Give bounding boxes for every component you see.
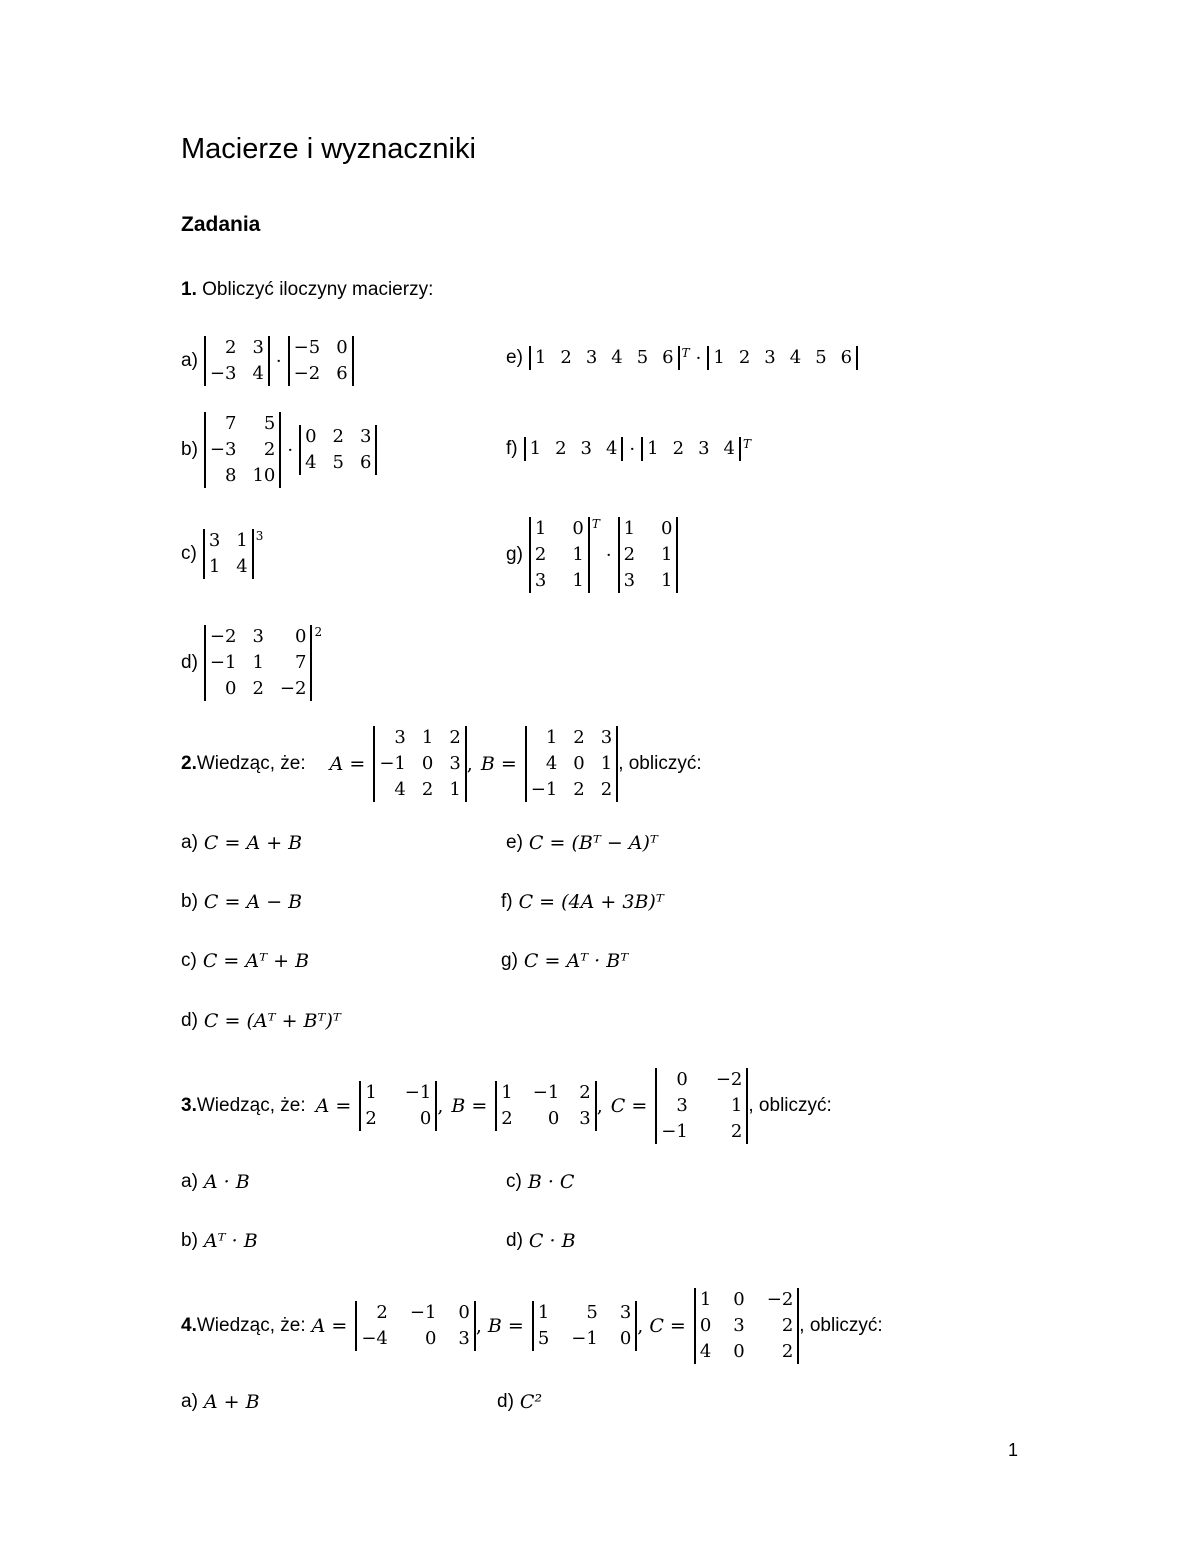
- problem-3-heading: [181, 1068, 832, 1144]
- matrix-cell: 0: [419, 1108, 432, 1129]
- vector-cell: 6: [840, 347, 853, 368]
- matrix-cell: 2: [501, 1108, 513, 1129]
- problem-text: Wiedząc, że:: [196, 753, 306, 774]
- item-label: d): [497, 1391, 514, 1412]
- matrix-cell: 2: [263, 439, 276, 460]
- matrix-cell: 0: [572, 518, 584, 539]
- matrix-cell: −1: [209, 652, 237, 673]
- row-vector: [529, 346, 680, 370]
- matrix-cell: 3: [394, 727, 406, 748]
- matrix-cell: 3: [579, 1108, 591, 1129]
- problem-1a: [181, 336, 354, 386]
- matrix-cell: 5: [332, 452, 344, 473]
- vector-cell: 2: [560, 347, 572, 368]
- matrix-cell: 2: [623, 544, 636, 565]
- item-label: a): [181, 1391, 198, 1412]
- matrix-cell: 8: [225, 465, 237, 486]
- matrix-cell: 0: [573, 753, 585, 774]
- matrix-cell: 1: [600, 753, 613, 774]
- matrix: [359, 1081, 437, 1131]
- matrix-cell: 0: [305, 426, 317, 447]
- problem-1d: [181, 625, 322, 701]
- problem-2a: [181, 832, 302, 854]
- matrix-cell: 2: [376, 1302, 388, 1323]
- matrix-cell: −1: [409, 1302, 437, 1323]
- matrix-cell: −2: [293, 363, 321, 384]
- matrix-cell: 0: [547, 1108, 560, 1129]
- problem-1c: [181, 529, 263, 579]
- problem-1f: [506, 437, 751, 461]
- vector-cell: 1: [713, 347, 725, 368]
- vector-cell: 4: [789, 347, 802, 368]
- matrix-cell: 2: [534, 544, 547, 565]
- matrix-cell: 2: [365, 1108, 377, 1129]
- matrix: [288, 336, 354, 386]
- matrix: [204, 412, 281, 488]
- problem-3b: [181, 1230, 258, 1252]
- matrix-cell: 2: [449, 727, 461, 748]
- matrix: [204, 625, 313, 701]
- row-vector: [641, 437, 741, 461]
- multiply-symbol: ·: [275, 350, 282, 372]
- expression: A · B: [203, 1171, 250, 1193]
- exponent: 2: [314, 625, 323, 639]
- matrix-cell: 3: [458, 1328, 470, 1349]
- matrix-name: A =: [329, 753, 366, 775]
- matrix-cell: 0: [421, 753, 434, 774]
- transpose-mark: T: [742, 437, 751, 451]
- matrix-cell: −4: [361, 1328, 388, 1349]
- expression: C = (4A + 3B)ᵀ: [518, 891, 664, 913]
- vector-cell: 6: [662, 347, 674, 368]
- matrix-cell: 0: [661, 518, 673, 539]
- matrix-cell: −5: [293, 337, 321, 358]
- matrix-cell: 2: [332, 426, 344, 447]
- item-label: f): [506, 438, 518, 459]
- problem-text: Wiedząc, że:: [196, 1315, 306, 1336]
- item-label: b): [181, 1230, 198, 1251]
- transpose-mark: T: [591, 517, 600, 531]
- matrix-cell: 2: [573, 727, 585, 748]
- matrix-cell: −2: [279, 678, 307, 699]
- matrix-cell: 0: [336, 337, 348, 358]
- vector-cell: 1: [647, 438, 659, 459]
- matrix-cell: −1: [571, 1328, 598, 1349]
- vector-cell: 3: [585, 347, 598, 368]
- matrix-cell: −2: [766, 1289, 794, 1310]
- problem-2e: [506, 832, 658, 854]
- matrix-name: C =: [610, 1095, 648, 1117]
- matrix: [373, 726, 466, 802]
- matrix-cell: 0: [733, 1289, 745, 1310]
- expression: C²: [519, 1391, 543, 1413]
- vector-cell: 1: [534, 347, 547, 368]
- vector-cell: 1: [529, 438, 542, 459]
- matrix: [525, 726, 618, 802]
- expression: C = (Bᵀ − A)ᵀ: [528, 832, 658, 854]
- matrix-cell: 4: [252, 363, 264, 384]
- page-number: 1: [1008, 1440, 1019, 1460]
- matrix-cell: 4: [394, 779, 406, 800]
- item-label: c): [181, 950, 197, 971]
- matrix-cell: 1: [449, 779, 461, 800]
- matrix: [299, 425, 377, 475]
- problem-number: 1.: [181, 279, 197, 300]
- matrix-cell: 2: [781, 1315, 794, 1336]
- instruction-text: , obliczyć:: [799, 1315, 883, 1336]
- item-label: a): [181, 1171, 198, 1192]
- problem-2b: [181, 891, 302, 913]
- matrix: [655, 1068, 748, 1144]
- vector-cell: 5: [636, 347, 649, 368]
- matrix-cell: 4: [699, 1341, 712, 1362]
- vector-cell: 2: [555, 438, 567, 459]
- matrix-cell: 2: [225, 337, 237, 358]
- matrix-cell: 0: [699, 1315, 712, 1336]
- item-label: d): [506, 1230, 523, 1251]
- vector-cell: 2: [738, 347, 751, 368]
- matrix-cell: 2: [573, 779, 585, 800]
- matrix-cell: 3: [733, 1315, 745, 1336]
- instruction-text: , obliczyć:: [748, 1095, 832, 1116]
- problem-4a: [181, 1391, 260, 1413]
- matrix-name: A =: [311, 1315, 348, 1337]
- matrix-cell: 1: [537, 1302, 550, 1323]
- vector-cell: 5: [815, 347, 827, 368]
- matrix-cell: 1: [501, 1082, 513, 1103]
- matrix-cell: 1: [252, 652, 264, 673]
- expression: C = (Aᵀ + Bᵀ)ᵀ: [203, 1010, 341, 1032]
- problem-3c: [506, 1171, 574, 1193]
- matrix-cell: 1: [661, 544, 673, 565]
- item-label: g): [506, 544, 523, 565]
- matrix-cell: 10: [252, 465, 276, 486]
- vector-cell: 4: [723, 438, 735, 459]
- matrix: [532, 1301, 637, 1351]
- matrix-cell: 3: [449, 753, 461, 774]
- item-label: c): [506, 1171, 522, 1192]
- matrix-cell: 2: [781, 1341, 794, 1362]
- vector-cell: 2: [672, 438, 685, 459]
- matrix-cell: 3: [208, 530, 221, 551]
- matrix-cell: 4: [545, 753, 558, 774]
- matrix-cell: 0: [424, 1328, 437, 1349]
- matrix-cell: 4: [236, 556, 248, 577]
- matrix-cell: 1: [572, 544, 584, 565]
- matrix-cell: 1: [421, 727, 434, 748]
- problem-number: 2.: [181, 753, 197, 774]
- problem-4-heading: [181, 1288, 883, 1364]
- item-label: c): [181, 543, 197, 564]
- matrix-cell: 1: [545, 727, 558, 748]
- expression: Aᵀ · B: [203, 1230, 258, 1252]
- item-label: g): [501, 950, 518, 971]
- item-label: b): [181, 439, 198, 460]
- matrix: [495, 1081, 596, 1131]
- problem-1g: [506, 517, 678, 593]
- matrix-cell: 1: [661, 570, 673, 591]
- matrix-cell: −2: [715, 1069, 743, 1090]
- matrix-cell: 2: [252, 678, 264, 699]
- matrix-cell: 1: [572, 570, 584, 591]
- problem-1e: [506, 346, 858, 370]
- matrix: [618, 517, 679, 593]
- matrix-cell: 3: [534, 570, 547, 591]
- matrix-name: B =: [451, 1095, 488, 1117]
- matrix-cell: 0: [225, 678, 237, 699]
- matrix-cell: 7: [225, 413, 237, 434]
- matrix-cell: 3: [600, 727, 613, 748]
- row-vector: [707, 346, 858, 370]
- problem-3d: [506, 1230, 576, 1252]
- matrix-cell: 5: [537, 1328, 550, 1349]
- matrix: [694, 1288, 799, 1364]
- expression: C = Aᵀ · Bᵀ: [523, 950, 629, 972]
- separator: ,: [596, 1095, 603, 1117]
- matrix-cell: −1: [530, 779, 558, 800]
- item-label: d): [181, 1010, 198, 1031]
- expression: C = A + B: [203, 832, 303, 854]
- matrix-cell: −3: [209, 439, 237, 460]
- matrix-cell: 1: [623, 518, 636, 539]
- problem-3a: [181, 1171, 250, 1193]
- problem-text: Wiedząc, że:: [196, 1095, 306, 1116]
- problem-2d: [181, 1010, 341, 1032]
- separator: ,: [466, 753, 473, 775]
- expression: A + B: [203, 1391, 260, 1413]
- matrix-cell: 1: [730, 1095, 743, 1116]
- matrix-cell: 6: [360, 452, 372, 473]
- matrix-name: B =: [487, 1315, 524, 1337]
- document-title: Macierze i wyznaczniki: [181, 133, 476, 165]
- item-label: e): [506, 347, 523, 368]
- matrix-cell: 2: [579, 1082, 591, 1103]
- problem-4d: [497, 1391, 542, 1413]
- item-label: a): [181, 350, 198, 371]
- multiply-symbol: ·: [695, 347, 702, 369]
- matrix-cell: 5: [586, 1302, 598, 1323]
- row-vector: [524, 437, 624, 461]
- vector-cell: 3: [764, 347, 776, 368]
- matrix-cell: 6: [336, 363, 348, 384]
- matrix-cell: 7: [295, 652, 307, 673]
- problem-number: 3.: [181, 1095, 197, 1116]
- matrix-cell: −1: [532, 1082, 560, 1103]
- matrix-cell: −3: [209, 363, 237, 384]
- matrix-cell: 3: [252, 337, 264, 358]
- separator: ,: [475, 1315, 482, 1337]
- matrix-cell: 1: [699, 1289, 712, 1310]
- matrix-cell: 3: [619, 1302, 632, 1323]
- matrix-cell: −2: [209, 626, 237, 647]
- problem-2c: [181, 950, 309, 972]
- vector-cell: 4: [611, 347, 623, 368]
- matrix-cell: 2: [421, 779, 434, 800]
- instruction-text: , obliczyć:: [618, 753, 702, 774]
- expression: C = Aᵀ + B: [202, 950, 310, 972]
- matrix-cell: 1: [534, 518, 547, 539]
- matrix-cell: 2: [730, 1121, 743, 1142]
- matrix-name: C =: [649, 1315, 686, 1337]
- problem-text: Obliczyć iloczyny macierzy:: [196, 279, 434, 300]
- item-label: e): [506, 832, 523, 853]
- item-label: d): [181, 652, 198, 673]
- matrix-cell: 3: [623, 570, 636, 591]
- separator: ,: [637, 1315, 644, 1337]
- multiply-symbol: ·: [287, 439, 294, 461]
- matrix-cell: 0: [619, 1328, 632, 1349]
- separator: ,: [437, 1095, 444, 1117]
- problem-number: 4.: [181, 1315, 197, 1336]
- problem-1b: [181, 412, 377, 488]
- vector-cell: 3: [580, 438, 592, 459]
- matrix-cell: 0: [676, 1069, 688, 1090]
- matrix-name: B =: [480, 753, 517, 775]
- problem-2-heading: [181, 726, 702, 802]
- vector-cell: 3: [698, 438, 710, 459]
- matrix-name: A =: [315, 1095, 352, 1117]
- matrix-cell: 0: [458, 1302, 470, 1323]
- exponent: 3: [255, 529, 264, 543]
- matrix: [355, 1301, 476, 1351]
- matrix-cell: 1: [208, 556, 221, 577]
- matrix-cell: −1: [661, 1121, 688, 1142]
- matrix: [529, 517, 590, 593]
- matrix-cell: 5: [263, 413, 276, 434]
- problem-2g: [501, 950, 628, 972]
- multiply-symbol: ·: [629, 438, 636, 460]
- expression: C · B: [528, 1230, 576, 1252]
- item-label: f): [501, 891, 513, 912]
- matrix-cell: −1: [404, 1082, 432, 1103]
- expression: B · C: [527, 1171, 575, 1193]
- matrix-cell: −1: [379, 753, 406, 774]
- matrix-cell: 3: [676, 1095, 688, 1116]
- item-label: b): [181, 891, 198, 912]
- matrix: [204, 336, 270, 386]
- vector-cell: 4: [605, 438, 618, 459]
- expression: C = A − B: [203, 891, 303, 913]
- matrix-cell: 1: [365, 1082, 377, 1103]
- transpose-mark: T: [681, 346, 690, 360]
- matrix-cell: 1: [236, 530, 248, 551]
- matrix-cell: 0: [295, 626, 307, 647]
- section-heading: Zadania: [181, 213, 261, 236]
- matrix-cell: 3: [252, 626, 264, 647]
- matrix: [203, 529, 254, 579]
- matrix-cell: 0: [733, 1341, 745, 1362]
- multiply-symbol: ·: [605, 544, 612, 566]
- problem-1-heading: [181, 279, 433, 301]
- matrix-cell: 3: [360, 426, 372, 447]
- problem-2f: [501, 891, 664, 913]
- matrix-cell: 4: [305, 452, 317, 473]
- item-label: a): [181, 832, 198, 853]
- matrix-cell: 2: [600, 779, 613, 800]
